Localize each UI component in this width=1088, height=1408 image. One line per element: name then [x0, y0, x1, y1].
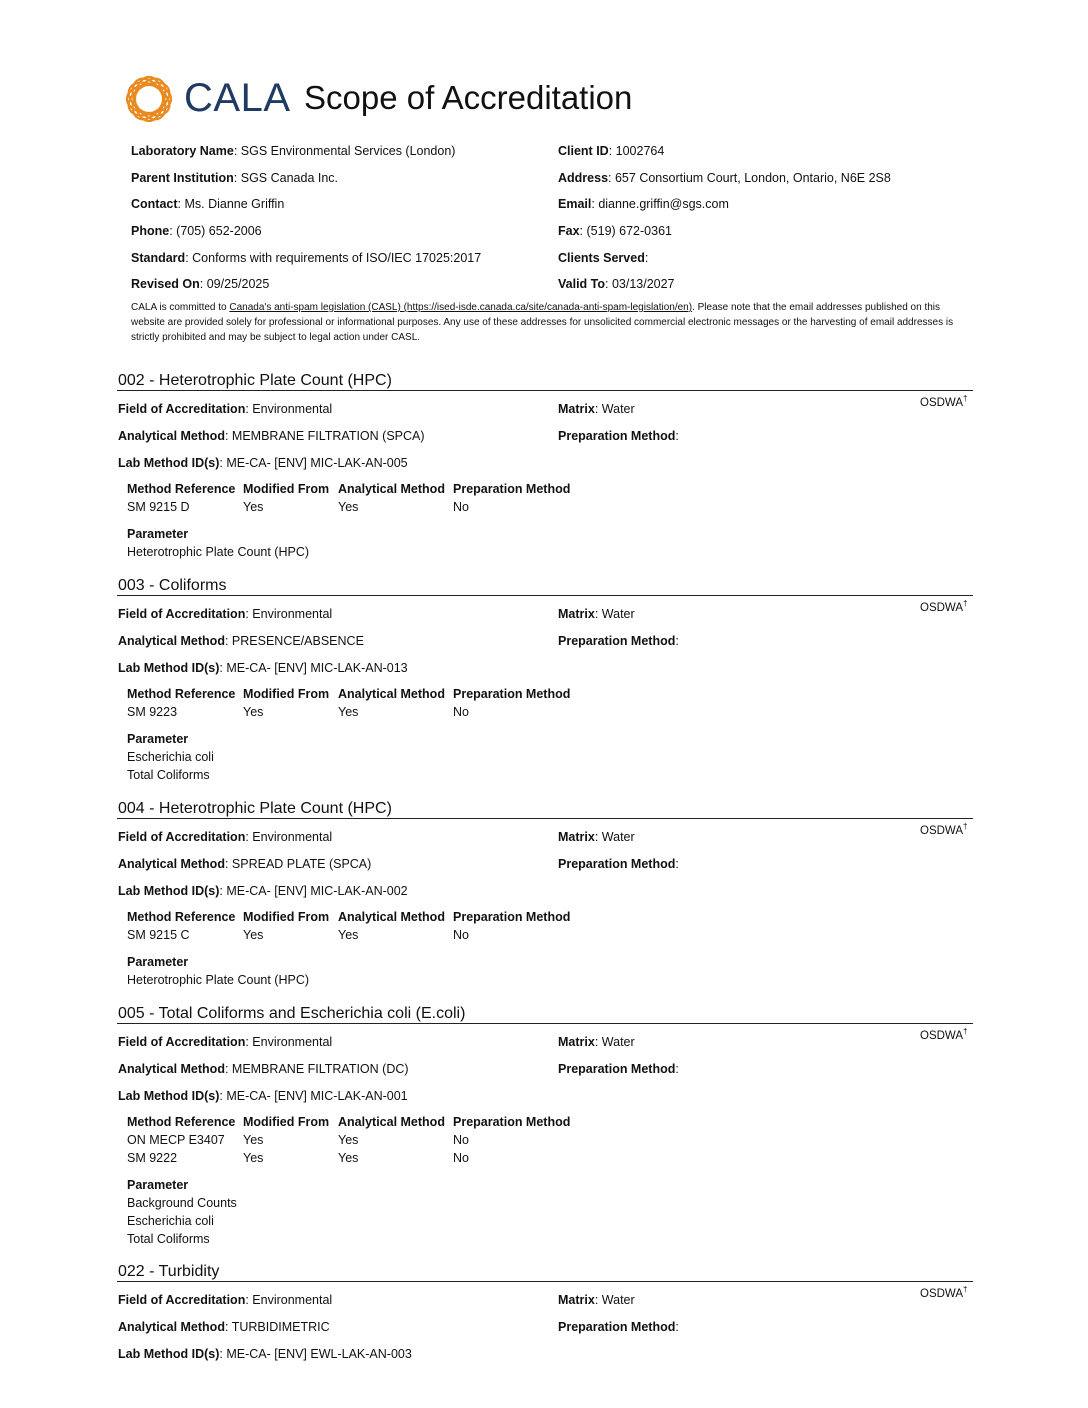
col-method-reference: Method Reference — [127, 687, 236, 701]
col-method-reference: Method Reference — [127, 1115, 236, 1129]
col-method-reference: Method Reference — [127, 482, 236, 496]
method-cell-prep: No — [453, 500, 469, 514]
method-cell-mod: Yes — [243, 1133, 264, 1147]
parameter-item: Background Counts — [127, 1196, 237, 1210]
col-modified-from: Modified From — [243, 482, 330, 496]
col-modified-from: Modified From — [243, 1115, 330, 1129]
lab-method-ids: Lab Method ID(s): ME-CA- [ENV] MIC-LAK-AN-005 — [118, 456, 408, 470]
method-cell-ana: Yes — [338, 1133, 359, 1147]
method-cell-prep: No — [453, 1133, 469, 1147]
method-cell-prep: No — [453, 1151, 469, 1165]
col-preparation-method: Preparation Method — [453, 482, 571, 496]
email-row: Email: dianne.griffin@sgs.com — [558, 197, 729, 211]
cala-ring-icon — [122, 72, 176, 126]
section-title: 003 - Coliforms — [118, 577, 227, 594]
lab-method-ids: Lab Method ID(s): ME-CA- [ENV] MIC-LAK-AN-013 — [118, 661, 408, 675]
osdwa-badge: OSDWA† — [920, 1285, 968, 1300]
cala-logo — [122, 72, 176, 126]
preparation-method: Preparation Method: — [558, 634, 679, 648]
osdwa-badge: OSDWA† — [920, 394, 968, 409]
preparation-method: Preparation Method: — [558, 1062, 679, 1076]
address-row: Address: 657 Consortium Court, London, Ontario, N6E 2S8 — [558, 171, 891, 185]
parameter-item: Total Coliforms — [127, 1232, 210, 1246]
field-of-accreditation: Field of Accreditation: Environmental — [118, 607, 333, 621]
osdwa-badge: OSDWA† — [920, 822, 968, 837]
preparation-method: Preparation Method: — [558, 857, 679, 871]
parameter-header: Parameter — [127, 1178, 189, 1192]
casl-notice: CALA is committed to Canada's anti-spam legislation (CASL) (https://ised-isde.canada.ca/site/canada-anti-spam-legislation/en). Please note that the email addresses published on this website are provided solely for professional or informational purposes. Any use of these addresses for unsolicited commercial electronic messages or the harvesting of email addresses is strictly prohibited and may be subject to legal action under CASL. — [131, 302, 954, 343]
parameter-item: Total Coliforms — [127, 768, 210, 782]
parameter-item: Escherichia coli — [127, 1214, 214, 1228]
method-cell-ref: SM 9223 — [127, 705, 178, 719]
method-cell-ana: Yes — [338, 705, 359, 719]
field-of-accreditation: Field of Accreditation: Environmental — [118, 830, 333, 844]
section-title: 022 - Turbidity — [118, 1263, 220, 1280]
col-analytical-method: Analytical Method — [338, 910, 445, 924]
parameter-header: Parameter — [127, 527, 189, 541]
col-modified-from: Modified From — [243, 910, 330, 924]
section-divider — [117, 1023, 973, 1024]
preparation-method: Preparation Method: — [558, 1320, 679, 1334]
analytical-method: Analytical Method: SPREAD PLATE (SPCA) — [118, 857, 372, 871]
method-cell-ana: Yes — [338, 1151, 359, 1165]
casl-link[interactable]: Canada's anti-spam legislation (CASL) (https://ised-isde.canada.ca/site/canada-anti-spam-legislation/en) — [229, 302, 693, 313]
page-title: Scope of Accreditation — [304, 79, 633, 116]
col-modified-from: Modified From — [243, 687, 330, 701]
parameter-header: Parameter — [127, 732, 189, 746]
lab-name-row: Laboratory Name: SGS Environmental Services (London) — [131, 144, 456, 158]
method-cell-ref: SM 9215 C — [127, 928, 190, 942]
method-cell-ana: Yes — [338, 928, 359, 942]
logo-text: CALA — [184, 76, 291, 120]
section-divider — [117, 818, 973, 819]
section-divider — [117, 595, 973, 596]
method-cell-mod: Yes — [243, 1151, 264, 1165]
method-cell-mod: Yes — [243, 500, 264, 514]
section-title: 005 - Total Coliforms and Escherichia coli (E.coli) — [118, 1005, 466, 1022]
analytical-method: Analytical Method: MEMBRANE FILTRATION (DC) — [118, 1062, 409, 1076]
parameter-item: Heterotrophic Plate Count (HPC) — [127, 973, 310, 987]
col-analytical-method: Analytical Method — [338, 687, 445, 701]
col-preparation-method: Preparation Method — [453, 687, 571, 701]
field-of-accreditation: Field of Accreditation: Environmental — [118, 1035, 333, 1049]
field-of-accreditation: Field of Accreditation: Environmental — [118, 402, 333, 416]
lab-method-ids: Lab Method ID(s): ME-CA- [ENV] EWL-LAK-AN-003 — [118, 1347, 412, 1361]
section-divider — [117, 1281, 973, 1282]
matrix: Matrix: Water — [558, 1293, 635, 1307]
client-id-row: Client ID: 1002764 — [558, 144, 665, 158]
analytical-method: Analytical Method: MEMBRANE FILTRATION (SPCA) — [118, 429, 425, 443]
method-cell-ref: SM 9222 — [127, 1151, 178, 1165]
section-title: 004 - Heterotrophic Plate Count (HPC) — [118, 800, 392, 817]
parameter-header: Parameter — [127, 955, 189, 969]
method-cell-prep: No — [453, 705, 469, 719]
parameter-item: Heterotrophic Plate Count (HPC) — [127, 545, 310, 559]
method-cell-ana: Yes — [338, 500, 359, 514]
method-cell-mod: Yes — [243, 928, 264, 942]
col-method-reference: Method Reference — [127, 910, 236, 924]
standard-row: Standard: Conforms with requirements of ISO/IEC 17025:2017 — [131, 251, 482, 265]
col-preparation-method: Preparation Method — [453, 910, 571, 924]
analytical-method: Analytical Method: PRESENCE/ABSENCE — [118, 634, 364, 648]
method-cell-ref: SM 9215 D — [127, 500, 190, 514]
method-cell-ref: ON MECP E3407 — [127, 1133, 225, 1147]
parameter-item: Escherichia coli — [127, 750, 214, 764]
preparation-method: Preparation Method: — [558, 429, 679, 443]
clients-served-row: Clients Served: — [558, 251, 649, 265]
matrix: Matrix: Water — [558, 402, 635, 416]
analytical-method: Analytical Method: TURBIDIMETRIC — [118, 1320, 330, 1334]
contact-row: Contact: Ms. Dianne Griffin — [131, 197, 285, 211]
col-analytical-method: Analytical Method — [338, 482, 445, 496]
section-divider — [117, 390, 973, 391]
col-preparation-method: Preparation Method — [453, 1115, 571, 1129]
matrix: Matrix: Water — [558, 607, 635, 621]
lab-method-ids: Lab Method ID(s): ME-CA- [ENV] MIC-LAK-AN-002 — [118, 884, 408, 898]
valid-to-row: Valid To: 03/13/2027 — [558, 277, 675, 291]
method-cell-mod: Yes — [243, 705, 264, 719]
method-cell-prep: No — [453, 928, 469, 942]
field-of-accreditation: Field of Accreditation: Environmental — [118, 1293, 333, 1307]
matrix: Matrix: Water — [558, 1035, 635, 1049]
revised-row: Revised On: 09/25/2025 — [131, 277, 270, 291]
matrix: Matrix: Water — [558, 830, 635, 844]
section-title: 002 - Heterotrophic Plate Count (HPC) — [118, 372, 392, 389]
osdwa-badge: OSDWA† — [920, 599, 968, 614]
lab-method-ids: Lab Method ID(s): ME-CA- [ENV] MIC-LAK-AN-001 — [118, 1089, 408, 1103]
fax-row: Fax: (519) 672-0361 — [558, 224, 672, 238]
osdwa-badge: OSDWA† — [920, 1027, 968, 1042]
col-analytical-method: Analytical Method — [338, 1115, 445, 1129]
phone-row: Phone: (705) 652-2006 — [131, 224, 262, 238]
parent-row: Parent Institution: SGS Canada Inc. — [131, 171, 339, 185]
